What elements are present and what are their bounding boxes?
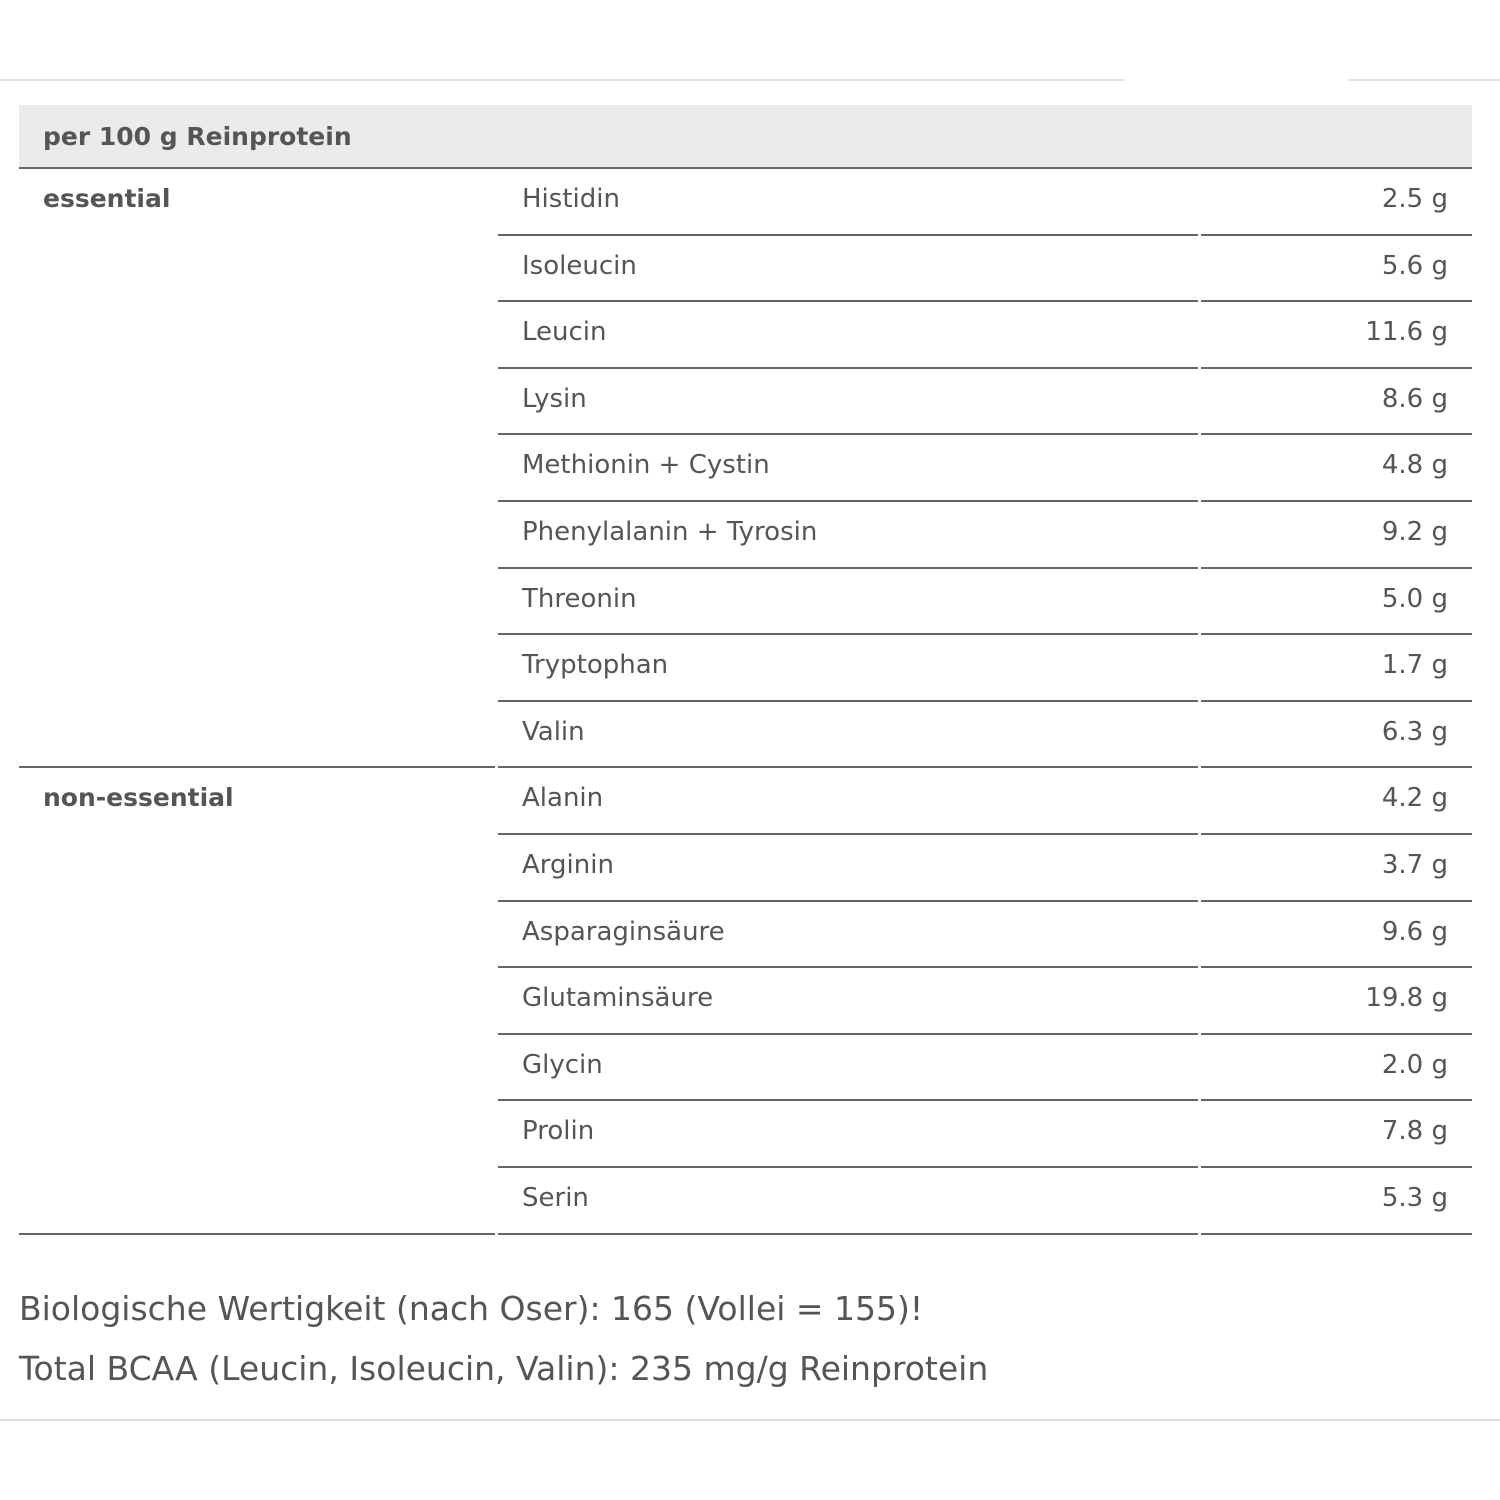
group-label-essential: essential (19, 169, 495, 768)
amino-acid-name: Asparaginsäure (498, 902, 1198, 969)
biological-value-note: Biologische Wertigkeit (nach Oser): 165 (Vollei = 155)! (19, 1289, 924, 1328)
amino-acid-value: 9.6 g (1201, 902, 1472, 969)
amino-acid-value: 5.3 g (1201, 1168, 1472, 1235)
amino-acid-name: Alanin (498, 768, 1198, 835)
amino-acid-name: Threonin (498, 569, 1198, 636)
non-essential-group (19, 768, 1472, 1234)
table-row (498, 435, 1472, 502)
amino-acid-name: Methionin + Cystin (498, 435, 1198, 502)
table-row (498, 902, 1472, 969)
table-row (498, 768, 1472, 835)
amino-acid-name: Glutaminsäure (498, 968, 1198, 1035)
amino-acid-name: Isoleucin (498, 236, 1198, 303)
table-row (498, 369, 1472, 436)
amino-acid-name: Histidin (498, 169, 1198, 236)
amino-acid-value: 11.6 g (1201, 302, 1472, 369)
table-row (498, 302, 1472, 369)
amino-acid-value: 2.0 g (1201, 1035, 1472, 1102)
amino-acid-table (19, 105, 1472, 1235)
amino-acid-name: Serin (498, 1168, 1198, 1235)
table-row (498, 635, 1472, 702)
amino-acid-name: Prolin (498, 1101, 1198, 1168)
amino-acid-name: Glycin (498, 1035, 1198, 1102)
amino-acid-value: 4.2 g (1201, 768, 1472, 835)
table-row (498, 1101, 1472, 1168)
top-divider (0, 79, 1125, 81)
amino-acid-value: 8.6 g (1201, 369, 1472, 436)
amino-acid-value: 9.2 g (1201, 502, 1472, 569)
amino-acid-name: Leucin (498, 302, 1198, 369)
table-row (498, 502, 1472, 569)
amino-acid-name: Tryptophan (498, 635, 1198, 702)
table-row (498, 236, 1472, 303)
amino-acid-value: 4.8 g (1201, 435, 1472, 502)
top-divider-right (1348, 79, 1500, 81)
table-row (498, 702, 1472, 769)
amino-acid-value: 5.6 g (1201, 236, 1472, 303)
amino-acid-name: Arginin (498, 835, 1198, 902)
amino-acid-value: 3.7 g (1201, 835, 1472, 902)
amino-acid-value: 2.5 g (1201, 169, 1472, 236)
table-row (498, 169, 1472, 236)
amino-acid-value: 5.0 g (1201, 569, 1472, 636)
amino-acid-value: 7.8 g (1201, 1101, 1472, 1168)
bcaa-total-note: Total BCAA (Leucin, Isoleucin, Valin): 235 mg/g Reinprotein (19, 1349, 989, 1388)
table-row (498, 569, 1472, 636)
group-label-non-essential: non-essential (19, 768, 495, 1234)
essential-group (19, 169, 1472, 768)
amino-acid-value: 19.8 g (1201, 968, 1472, 1035)
notes (19, 1285, 988, 1405)
amino-acid-name: Valin (498, 702, 1198, 769)
table-row (498, 835, 1472, 902)
amino-acid-name: Phenylalanin + Tyrosin (498, 502, 1198, 569)
table-row (498, 1035, 1472, 1102)
amino-acid-name: Lysin (498, 369, 1198, 436)
table-row (498, 968, 1472, 1035)
table-row (498, 1168, 1472, 1235)
table-header: per 100 g Reinprotein (19, 105, 1472, 169)
amino-acid-value: 6.3 g (1201, 702, 1472, 769)
bottom-divider (0, 1419, 1500, 1421)
amino-acid-value: 1.7 g (1201, 635, 1472, 702)
